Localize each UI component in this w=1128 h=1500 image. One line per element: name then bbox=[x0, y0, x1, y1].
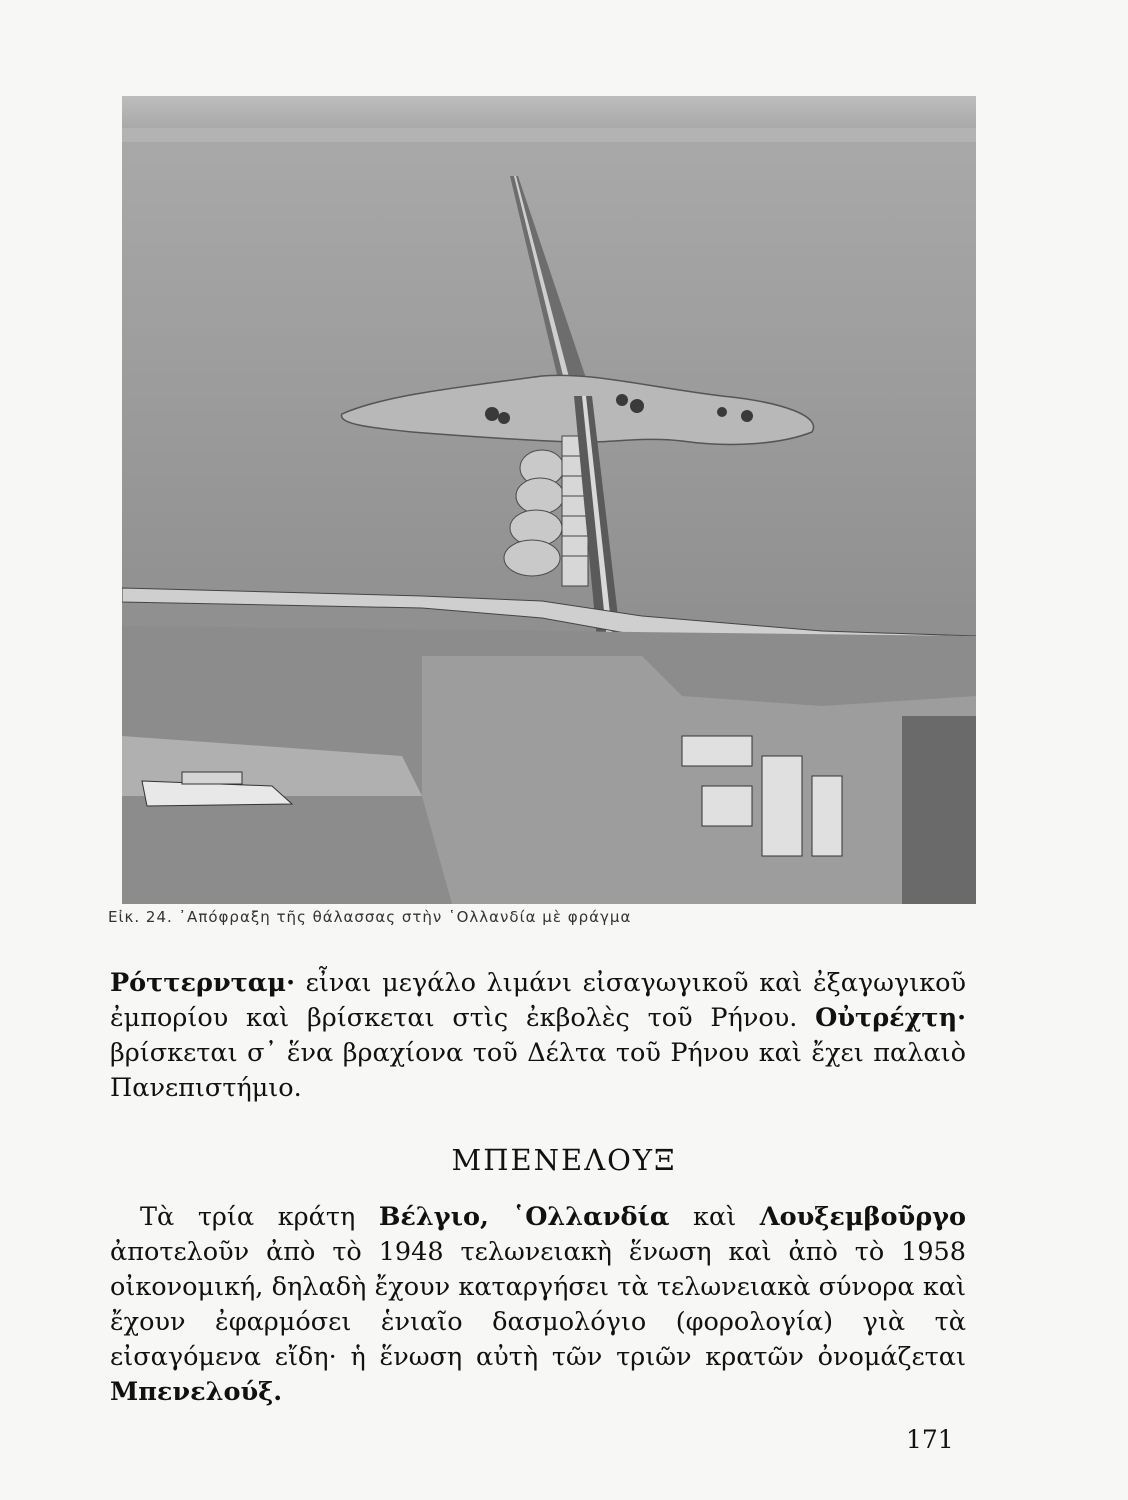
paragraph2-text-c: ἀποτελοῦν ἀπὸ τὸ 1948 τελωνειακὴ ἕνωση καὶ ἀπὸ τὸ 1958 οἰκονομική, δηλαδὴ ἔχουν καταργήσει τὰ τελωνειακὰ σύνορα καὶ ἔχουν ἐφαρμόσει ἑνιαῖο δασμολόγιο (φορολογία) γιὰ τὰ εἰσαγόμενα εἴδη· ἡ ἕνωση αὐτὴ τῶν τριῶν κρατῶν ὀνομάζεται bbox=[110, 1237, 966, 1372]
paragraph2-text-a: Τὰ τρία κράτη bbox=[140, 1202, 379, 1232]
paragraph1-text-b: βρίσκεται σ᾿ ἕνα βραχίονα τοῦ Δέλτα τοῦ Ρήνου καὶ ἔχει παλαιὸ Πανεπιστήμιο. bbox=[110, 1038, 966, 1103]
paragraph1-text-a: εἶναι μεγάλο λιμάνι εἰσαγωγικοῦ καὶ ἐξαγωγικοῦ ἐμπορίου καὶ βρίσκεται στὶς ἐκβολὲς τοῦ Ρήνου. bbox=[110, 968, 966, 1033]
figure-caption: Εἰκ. 24. ᾿Απόφραξη τῆς θάλασσας στὴν ῾Ολλανδία μὲ φράγμα bbox=[108, 908, 632, 926]
aerial-photo bbox=[122, 96, 976, 904]
term-luxembourg: Λουξεμβοῦργο bbox=[759, 1202, 966, 1232]
paragraph2-sep1 bbox=[489, 1202, 513, 1232]
paragraph-benelux bbox=[110, 1200, 966, 1410]
paragraph-rotterdam-utrecht bbox=[110, 966, 966, 1106]
section-heading: ΜΠΕΝΕΛΟΥΞ bbox=[451, 1143, 677, 1177]
term-rotterdam: Ρόττερνταμ· bbox=[110, 968, 295, 998]
term-utrecht: Οὐτρέχτη· bbox=[815, 1003, 966, 1033]
page-number: 171 bbox=[906, 1425, 954, 1454]
paragraph2-text-b: καὶ bbox=[669, 1202, 760, 1232]
term-benelux: Μπενελούξ. bbox=[110, 1377, 283, 1407]
term-belgium: Βέλγιο, bbox=[378, 1202, 489, 1232]
term-holland: ῾Ολλανδία bbox=[512, 1202, 670, 1232]
